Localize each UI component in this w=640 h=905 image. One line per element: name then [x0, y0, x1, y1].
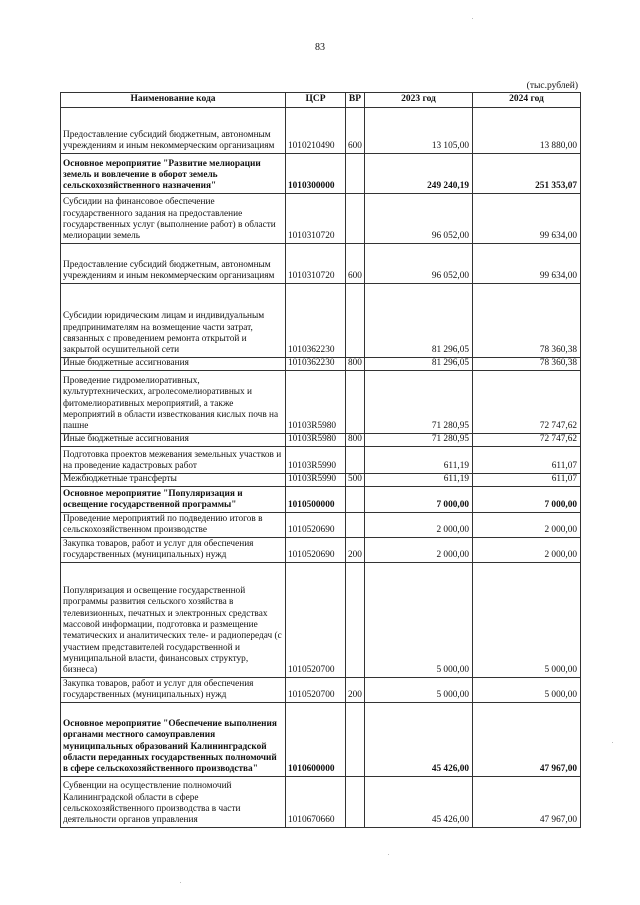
row-amount-2024: 5 000,00	[473, 677, 581, 702]
row-vr	[346, 193, 365, 243]
row-csr: 1010310720	[286, 243, 346, 283]
row-vr	[346, 446, 365, 473]
row-name: Субвенции на осуществление полномочий Калининградской области в сфере сельскохозяйственного производства в части деятельности органов управления	[61, 776, 286, 827]
row-name: Межбюджетные трансферты	[61, 473, 286, 486]
table-row	[61, 153, 581, 193]
table-row	[61, 283, 581, 357]
scan-speck	[612, 742, 613, 743]
row-csr: 1010520700	[286, 677, 346, 702]
row-amount-2023: 71 280,95	[365, 433, 473, 446]
header-2023: 2023 год	[365, 93, 473, 108]
table-row	[61, 357, 581, 370]
scan-speck	[472, 18, 473, 19]
row-amount-2024: 72 747,62	[473, 433, 581, 446]
header-csr: ЦСР	[286, 93, 346, 108]
row-vr: 800	[346, 433, 365, 446]
row-amount-2023: 5 000,00	[365, 562, 473, 677]
row-csr: 10103R5990	[286, 446, 346, 473]
table-row	[61, 486, 581, 512]
row-amount-2024: 78 360,38	[473, 283, 581, 357]
row-vr: 600	[346, 107, 365, 153]
row-amount-2023: 13 105,00	[365, 107, 473, 153]
table-row	[61, 473, 581, 486]
row-amount-2023: 2 000,00	[365, 537, 473, 562]
row-amount-2023: 611,19	[365, 446, 473, 473]
table-row	[61, 512, 581, 537]
row-csr: 1010362230	[286, 283, 346, 357]
row-csr: 1010600000	[286, 702, 346, 776]
table-header-row	[61, 93, 581, 108]
row-name: Основное мероприятие "Популяризация и освещение государственной программы"	[61, 486, 286, 512]
row-name: Предоставление субсидий бюджетным, автономным учреждениям и иным некоммерческим организациям	[61, 107, 286, 153]
row-vr: 800	[346, 357, 365, 370]
row-amount-2024: 47 967,00	[473, 702, 581, 776]
row-amount-2024: 47 967,00	[473, 776, 581, 827]
header-vr: ВР	[346, 93, 365, 108]
row-vr	[346, 486, 365, 512]
row-amount-2024: 2 000,00	[473, 537, 581, 562]
row-amount-2023: 71 280,95	[365, 370, 473, 433]
row-name: Иные бюджетные ассигнования	[61, 433, 286, 446]
row-amount-2024: 2 000,00	[473, 512, 581, 537]
row-name: Основное мероприятие "Обеспечение выполнения органами местного самоуправления муниципальных образований Калининградской области переданных государственных полномочий в сфере сельскохозяйственного производства"	[61, 702, 286, 776]
table-row	[61, 243, 581, 283]
row-name: Закупка товаров, работ и услуг для обеспечения государственных (муниципальных) нужд	[61, 677, 286, 702]
row-csr: 1010310720	[286, 193, 346, 243]
units-label: (тыс.рублей)	[526, 81, 578, 91]
row-csr: 10103R5980	[286, 370, 346, 433]
row-name: Популяризация и освещение государственной программы развития сельского хозяйства в телевизионных, печатных и электронных средствах массовой информации, подготовка и размещение тематических и аналитических теле- и радиопередач (с участием представителей государственной и муниципальной власти, финансовых структур, бизнеса)	[61, 562, 286, 677]
row-name: Субсидии на финансовое обеспечение государственного задания на предоставление государственных услуг (выполнение работ) в области мелиорации земель	[61, 193, 286, 243]
table-row	[61, 370, 581, 433]
row-amount-2023: 7 000,00	[365, 486, 473, 512]
row-amount-2024: 13 880,00	[473, 107, 581, 153]
row-amount-2024: 611,07	[473, 473, 581, 486]
row-csr: 1010520690	[286, 512, 346, 537]
row-vr: 600	[346, 243, 365, 283]
row-amount-2024: 7 000,00	[473, 486, 581, 512]
row-amount-2024: 78 360,38	[473, 357, 581, 370]
table-row	[61, 446, 581, 473]
row-name: Подготовка проектов межевания земельных участков и на проведение кадастровых работ	[61, 446, 286, 473]
row-csr: 10103R5980	[286, 433, 346, 446]
row-name: Закупка товаров, работ и услуг для обеспечения государственных (муниципальных) нужд	[61, 537, 286, 562]
row-vr	[346, 512, 365, 537]
header-2024: 2024 год	[473, 93, 581, 108]
row-amount-2024: 251 353,07	[473, 153, 581, 193]
row-name: Основное мероприятие "Развитие мелиорации земель и вовлечение в оборот земель сельскохозяйственного назначения"	[61, 153, 286, 193]
row-amount-2023: 5 000,00	[365, 677, 473, 702]
row-amount-2023: 45 426,00	[365, 776, 473, 827]
row-csr: 10103R5990	[286, 473, 346, 486]
row-amount-2023: 81 296,05	[365, 357, 473, 370]
row-csr: 1010520700	[286, 562, 346, 677]
row-amount-2023: 249 240,19	[365, 153, 473, 193]
row-amount-2023: 96 052,00	[365, 193, 473, 243]
row-name: Субсидии юридическим лицам и индивидуальным предпринимателям на возмещение части затрат, связанных с проведением ремонта открытой и закрытой осушительной сети	[61, 283, 286, 357]
row-amount-2024: 5 000,00	[473, 562, 581, 677]
table-row	[61, 562, 581, 677]
row-vr	[346, 562, 365, 677]
row-csr: 1010300000	[286, 153, 346, 193]
table-row	[61, 677, 581, 702]
row-amount-2024: 611,07	[473, 446, 581, 473]
table-row	[61, 193, 581, 243]
row-vr: 200	[346, 677, 365, 702]
row-vr: 200	[346, 537, 365, 562]
row-csr: 1010210490	[286, 107, 346, 153]
row-amount-2024: 99 634,00	[473, 243, 581, 283]
row-amount-2023: 96 052,00	[365, 243, 473, 283]
row-name: Проведение мероприятий по подведению итогов в сельскохозяйственном производстве	[61, 512, 286, 537]
row-name: Иные бюджетные ассигнования	[61, 357, 286, 370]
row-vr	[346, 283, 365, 357]
row-vr: 500	[346, 473, 365, 486]
table-row	[61, 537, 581, 562]
table-row	[61, 433, 581, 446]
row-csr: 1010670660	[286, 776, 346, 827]
row-csr: 1010362230	[286, 357, 346, 370]
row-vr	[346, 370, 365, 433]
row-amount-2023: 81 296,05	[365, 283, 473, 357]
row-vr	[346, 776, 365, 827]
page-number: 83	[315, 42, 325, 53]
row-amount-2023: 45 426,00	[365, 702, 473, 776]
row-amount-2024: 99 634,00	[473, 193, 581, 243]
row-amount-2023: 611,19	[365, 473, 473, 486]
table-row	[61, 776, 581, 827]
row-vr	[346, 153, 365, 193]
header-name: Наименование кода	[61, 93, 286, 108]
row-amount-2024: 72 747,62	[473, 370, 581, 433]
table-row	[61, 702, 581, 776]
row-csr: 1010520690	[286, 537, 346, 562]
row-amount-2023: 2 000,00	[365, 512, 473, 537]
scan-speck	[388, 854, 389, 855]
row-name: Проведение гидромелиоративных, культуртехнических, агролесомелиоративных и фитомелиоративных мероприятий, а также мероприятий в области известкования кислых почв на пашне	[61, 370, 286, 433]
budget-table	[60, 92, 581, 828]
table-body	[61, 107, 581, 827]
row-vr	[346, 702, 365, 776]
row-csr: 1010500000	[286, 486, 346, 512]
scan-speck	[180, 882, 181, 883]
table-row	[61, 107, 581, 153]
row-name: Предоставление субсидий бюджетным, автономным учреждениям и иным некоммерческим организациям	[61, 243, 286, 283]
